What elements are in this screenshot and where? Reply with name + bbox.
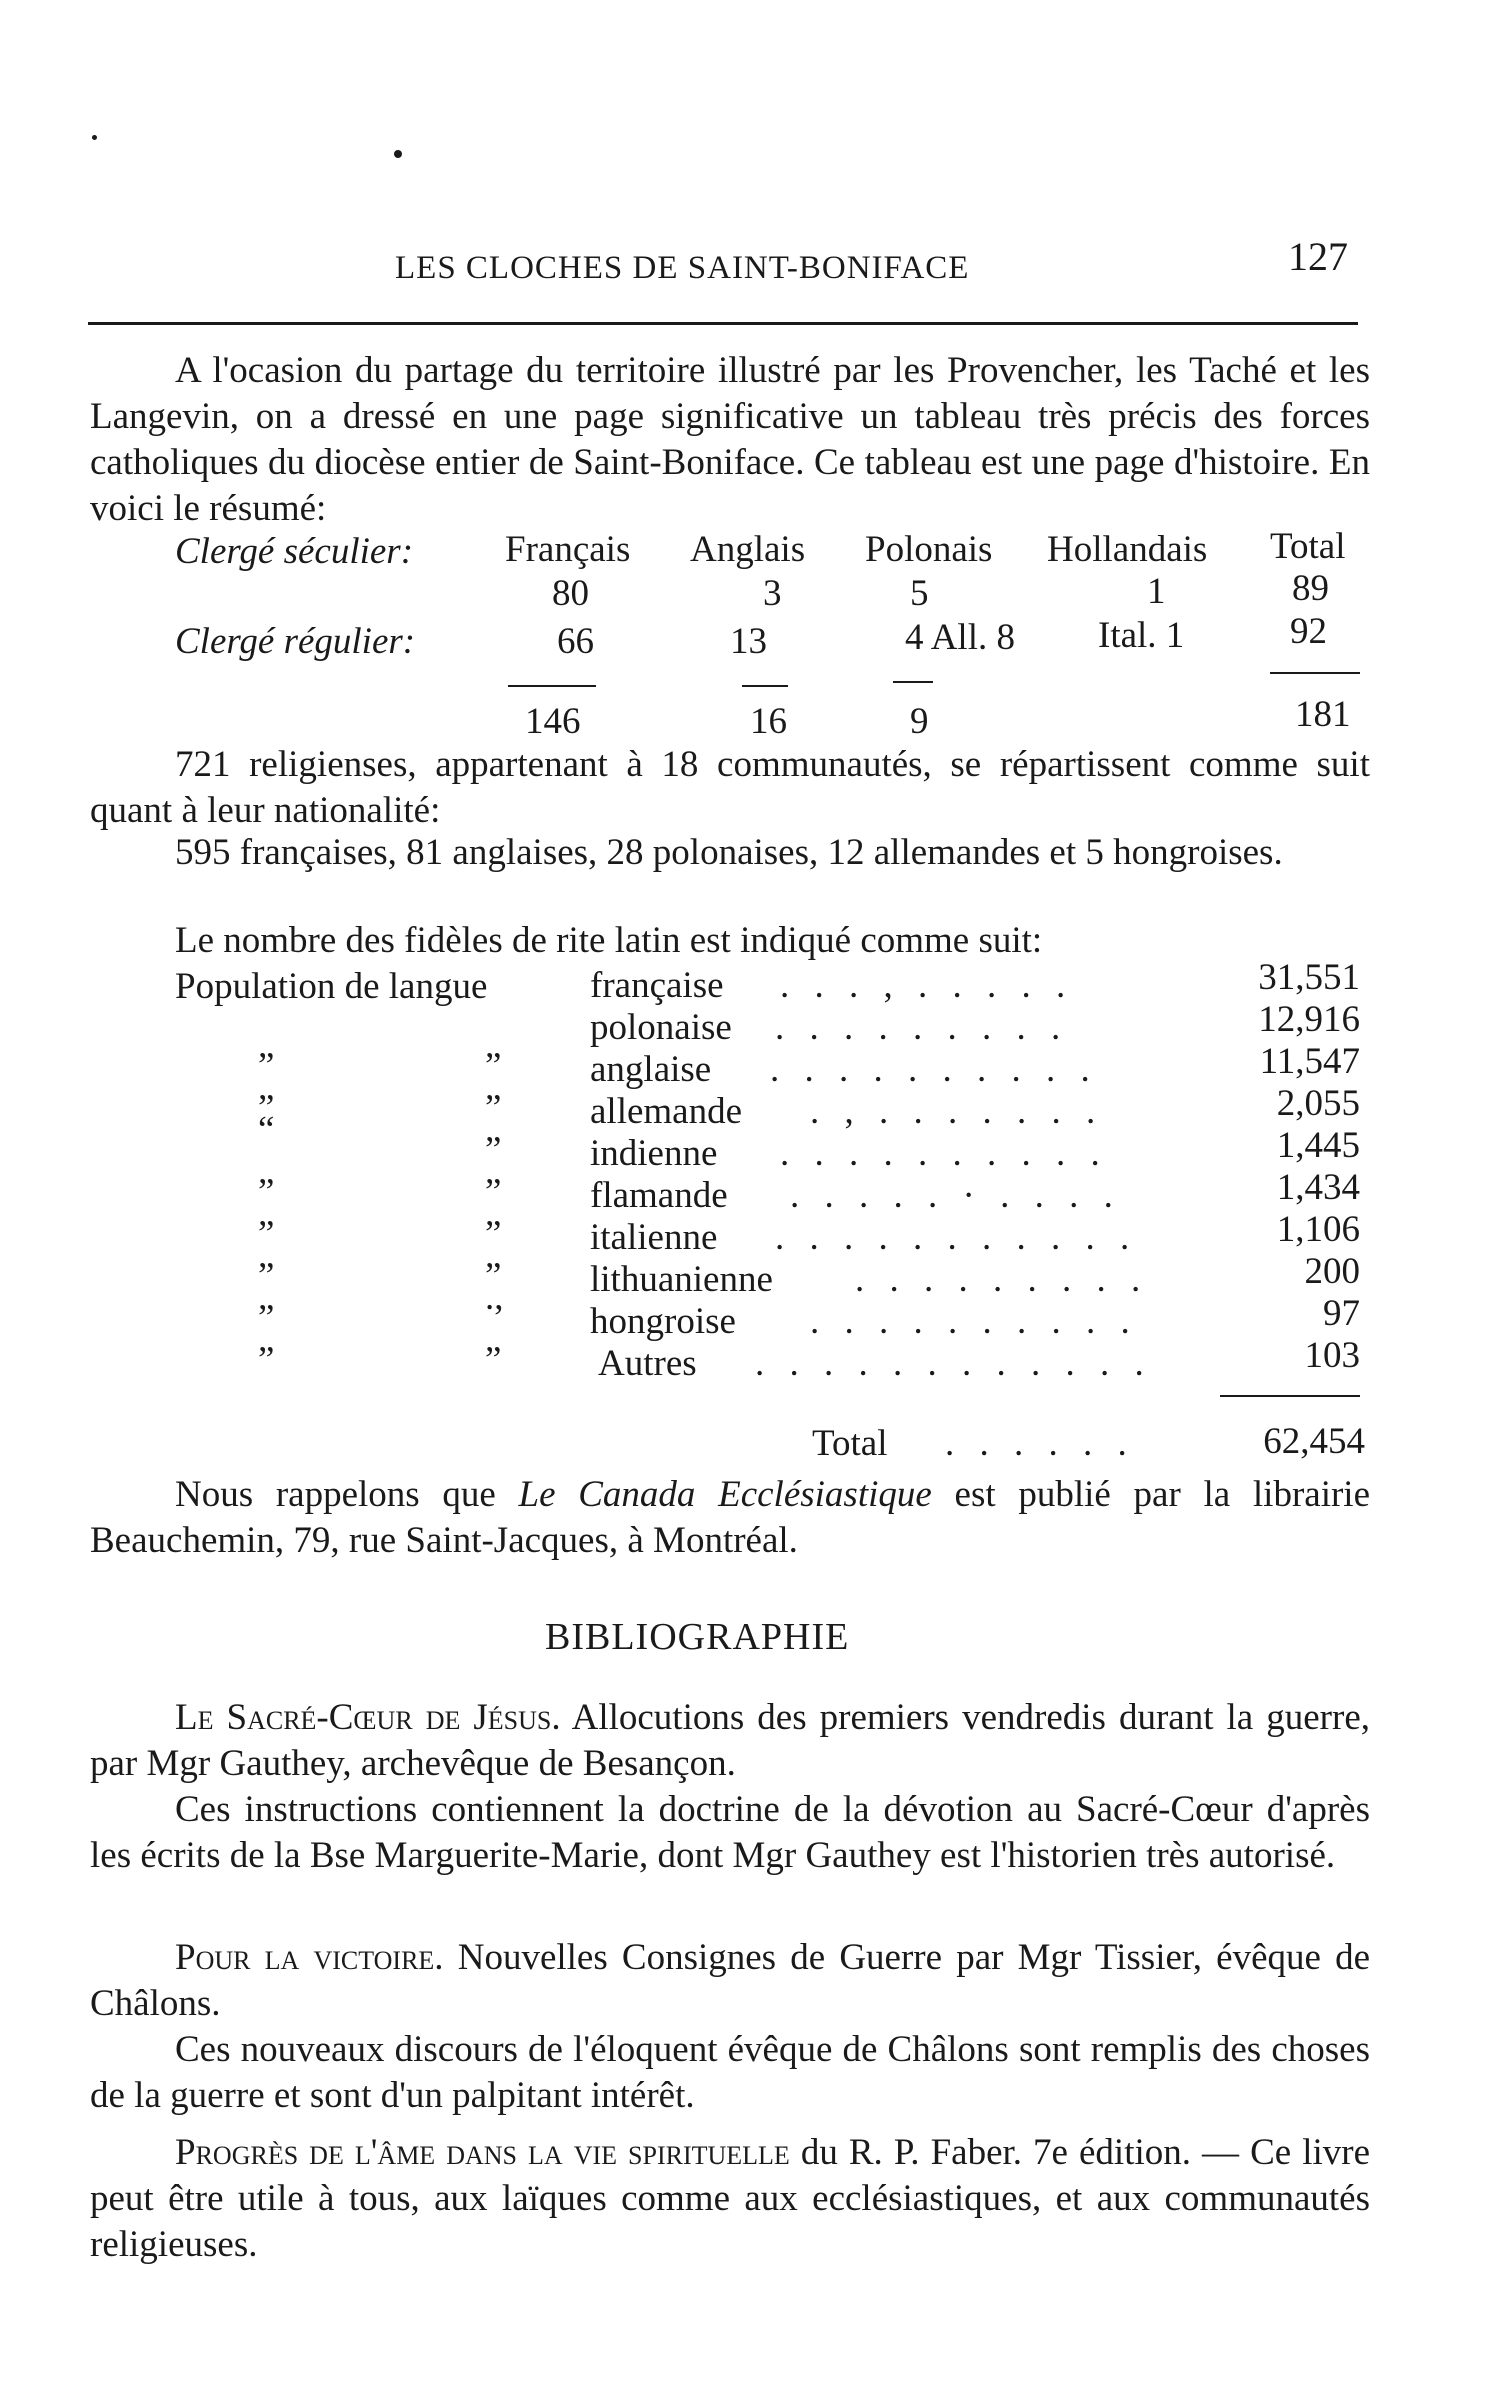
bibliography-entry [90,1935,1370,2027]
population-value: 11,547 [1259,1041,1360,1082]
row-label-secular: Clergé séculier: [175,531,414,572]
page-number: 127 [1288,234,1348,279]
population-value: 2,055 [1276,1083,1360,1124]
ditto-mark: „ [258,1235,275,1276]
language-name: anglaise [590,1049,712,1090]
ditto-mark: „ [258,1277,275,1318]
leader-dots: . . . . . . . . . . . . [755,1343,1152,1384]
header-rule [88,322,1358,325]
column-header: Français [505,529,631,570]
scan-speck [394,150,402,158]
ditto-mark: „ [485,1025,502,1066]
entry-text: Allocutions des premiers vendredis durant la guerre, par Mgr Gauthey, archevêque de Besançon. [90,1697,1370,1784]
language-name: Autres [598,1343,697,1384]
population-value: 1,445 [1276,1125,1360,1166]
table-total: 9 [910,701,929,742]
leader-dots: . . . . . . . . . . [770,1049,1098,1090]
entry-text: Nouvelles Consignes de Guerre par Mgr Tissier, évêque de Châlons. [90,1937,1370,2024]
leader-dots: . . . . . . . . . . [780,1133,1108,1174]
population-value: 12,916 [1258,999,1360,1040]
population-value: 1,434 [1276,1167,1360,1208]
leader-dots: . . . , . . . . . [780,965,1074,1006]
ditto-mark: ., [485,1277,504,1318]
language-name: indienne [590,1133,718,1174]
ditto-mark: „ [485,1319,502,1360]
column-header: Hollandais [1047,529,1208,570]
population-value: 97 [1323,1293,1360,1334]
language-name: allemande [590,1091,743,1132]
language-name: italienne [590,1217,718,1258]
bibliography-entry [90,2130,1370,2268]
religious-paragraph: 721 religienses, appartenant à 18 communautés, se répartissent comme suit quant à leur nationalité: [90,744,1370,831]
ditto-mark: „ [258,1025,275,1066]
bibliography-heading: BIBLIOGRAPHIE [545,1616,850,1658]
bibliography-note: Ces instructions contiennent la doctrine de la dévotion au Sacré-Cœur d'après les écrits de la Bse Marguerite-Marie, dont Mgr Gauthey est l'historien très autorisé. [90,1789,1370,1876]
column-header: Total [1270,526,1346,567]
population-value: 1,106 [1276,1209,1360,1250]
entry-text: du R. P. Faber. 7e édition. — Ce livre peut être utile à tous, aux laïques comme aux ecclésiastiques, et aux communautés religieuses. [90,2132,1370,2265]
leader-dots: . . . . . . . . . . . [775,1217,1138,1258]
table-cell: 5 [910,573,929,614]
column-header: Anglais [690,529,806,570]
faithful-intro: Le nombre des fidèles de rite latin est indiqué comme suit: [175,920,1043,961]
total-value: 62,454 [1263,1421,1365,1462]
population-value: 200 [1304,1251,1360,1292]
language-name: hongroise [590,1301,736,1342]
leader-dots: . . . . . . . . . [855,1259,1149,1300]
ditto-mark: “ [258,1109,275,1150]
leader-dots: . . . . . . [945,1423,1135,1464]
bibliography-note: Ces nouveaux discours de l'éloquent évêque de Châlons sont remplis des choses de la guerre et sont d'un palpitant intérêt. [90,2029,1370,2116]
population-value: 103 [1304,1335,1360,1376]
sum-rule [1270,672,1360,674]
row-label-regular: Clergé régulier: [175,621,416,662]
nationality-paragraph: 595 françaises, 81 anglaises, 28 polonaises, 12 allemandes et 5 hongroises. [175,832,1283,873]
table-cell: 13 [730,621,767,662]
language-name: lithuanienne [590,1259,773,1300]
table-cell: 80 [552,573,589,614]
leader-dots: . . . . . · . . . . [790,1175,1121,1216]
canada-title: Le Canada Ecclésiastique [518,1474,932,1515]
table-cell: 89 [1292,568,1329,609]
ditto-mark: „ [485,1151,502,1192]
table-total: 16 [750,701,787,742]
leader-dots: . . . . . . . . . [775,1007,1069,1048]
table-cell: Ital. 1 [1098,615,1185,656]
running-title: LES CLOCHES DE SAINT-BONIFACE [395,250,970,286]
table-total: 146 [525,701,581,742]
population-value: 31,551 [1258,957,1360,998]
ditto-mark: „ [258,1319,275,1360]
population-sum-rule [1220,1395,1360,1397]
entry-title: Progrès de l'âme dans la vie spirituelle [175,2132,790,2173]
table-total: 181 [1295,694,1351,735]
table-cell: 1 [1147,571,1166,612]
table-cell: 92 [1290,611,1327,652]
sum-rule [893,681,933,683]
language-name: polonaise [590,1007,732,1048]
population-label: Population de langue [175,966,488,1007]
sum-rule [508,685,596,687]
sum-rule [742,685,788,687]
ditto-mark: „ [485,1067,502,1108]
ditto-mark: „ [485,1235,502,1276]
language-name: flamande [590,1175,728,1216]
table-cell: 66 [557,621,594,662]
table-cell: 3 [763,573,782,614]
entry-title: Le Sacré-Cœur de Jésus. [175,1697,561,1738]
ditto-mark: „ [258,1067,275,1108]
column-header: Polonais [865,529,993,570]
entry-title: Pour la victoire. [175,1937,444,1978]
canada-text-before: Nous rappelons que [175,1474,519,1515]
canada-text-after: est publié par la librairie Beauchemin, 79, rue Saint-Jacques, à Montréal. [90,1474,1371,1561]
total-label: Total [812,1423,888,1464]
ditto-mark: „ [485,1193,502,1234]
ditto-mark: „ [485,1109,502,1150]
bibliography-entry [90,1695,1370,1787]
ditto-mark: „ [258,1151,275,1192]
language-name: française [590,965,724,1006]
table-cell: 4 All. 8 [905,617,1015,658]
scan-speck [92,135,97,140]
leader-dots: . , . . . . . . . [810,1091,1104,1132]
intro-paragraph: A l'ocasion du partage du territoire illustré par les Provencher, les Taché et les Langevin, on a dressé en une page significative un tableau très précis des forces catholiques du diocèse entier de Saint-Boniface. Ce tableau est une page d'histoire. En voici le résumé: [90,350,1370,529]
canada-paragraph [90,1472,1370,1564]
ditto-mark: „ [258,1193,275,1234]
leader-dots: . . . . . . . . . . [810,1301,1138,1342]
